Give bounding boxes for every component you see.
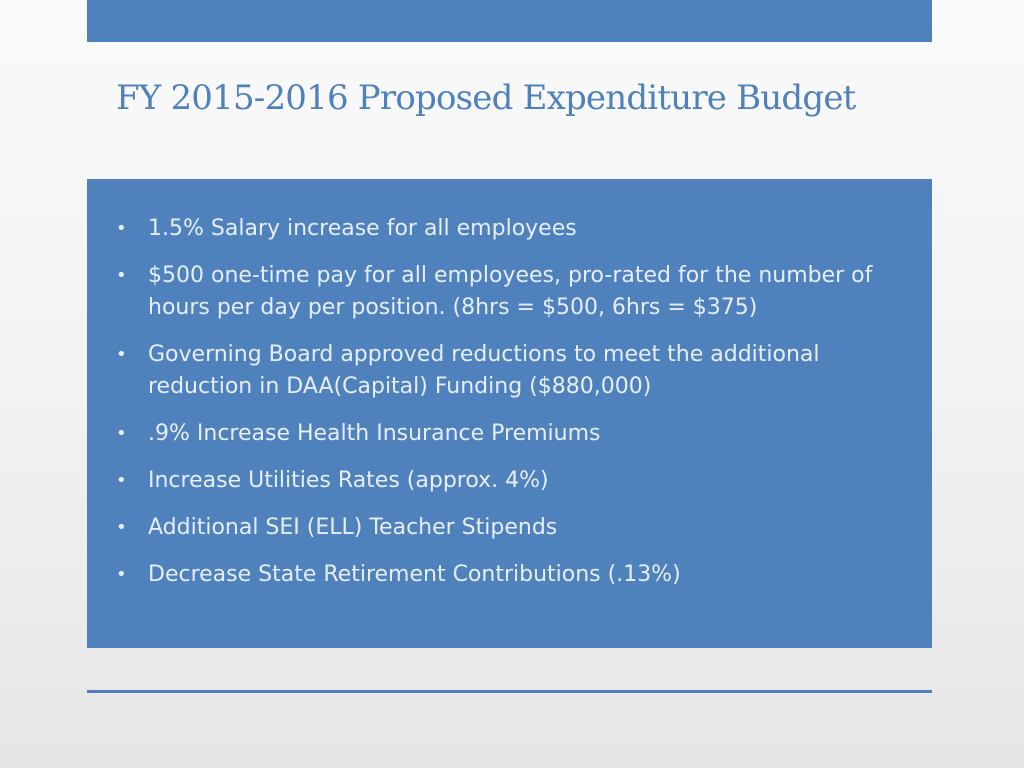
bullet-text: $500 one-time pay for all employees, pro-rated for the number of hours per day per position. (8hrs = $500, 6hrs = $375): [148, 263, 873, 320]
bullet-text: 1.5% Salary increase for all employees: [148, 216, 577, 241]
bullet-text: Increase Utilities Rates (approx. 4%): [148, 468, 549, 493]
bullet-icon: •: [116, 470, 127, 491]
bullet-item: [87, 465, 912, 497]
bullet-item: [87, 559, 912, 591]
bullet-icon: •: [116, 265, 127, 286]
bullet-item: [87, 418, 912, 450]
bullet-item: [87, 260, 912, 324]
bottom-divider: [87, 690, 932, 693]
bullet-text: .9% Increase Health Insurance Premiums: [148, 421, 601, 446]
top-accent-bar: [87, 0, 932, 42]
bullet-list: [87, 213, 912, 591]
bullet-icon: •: [116, 423, 127, 444]
bullet-text: Additional SEI (ELL) Teacher Stipends: [148, 515, 558, 540]
slide-title: FY 2015-2016 Proposed Expenditure Budget: [116, 78, 856, 118]
bullet-icon: •: [116, 564, 127, 585]
bullet-text: Decrease State Retirement Contributions (.13%): [148, 562, 681, 587]
bullet-item: [87, 339, 912, 403]
bullet-text: Governing Board approved reductions to meet the additional reduction in DAA(Capital) Funding ($880,000): [148, 342, 820, 399]
bullet-icon: •: [116, 344, 127, 365]
bullet-icon: •: [116, 218, 127, 239]
bullet-item: [87, 512, 912, 544]
content-box: [87, 179, 932, 648]
bullet-item: [87, 213, 912, 245]
bullet-icon: •: [116, 517, 127, 538]
